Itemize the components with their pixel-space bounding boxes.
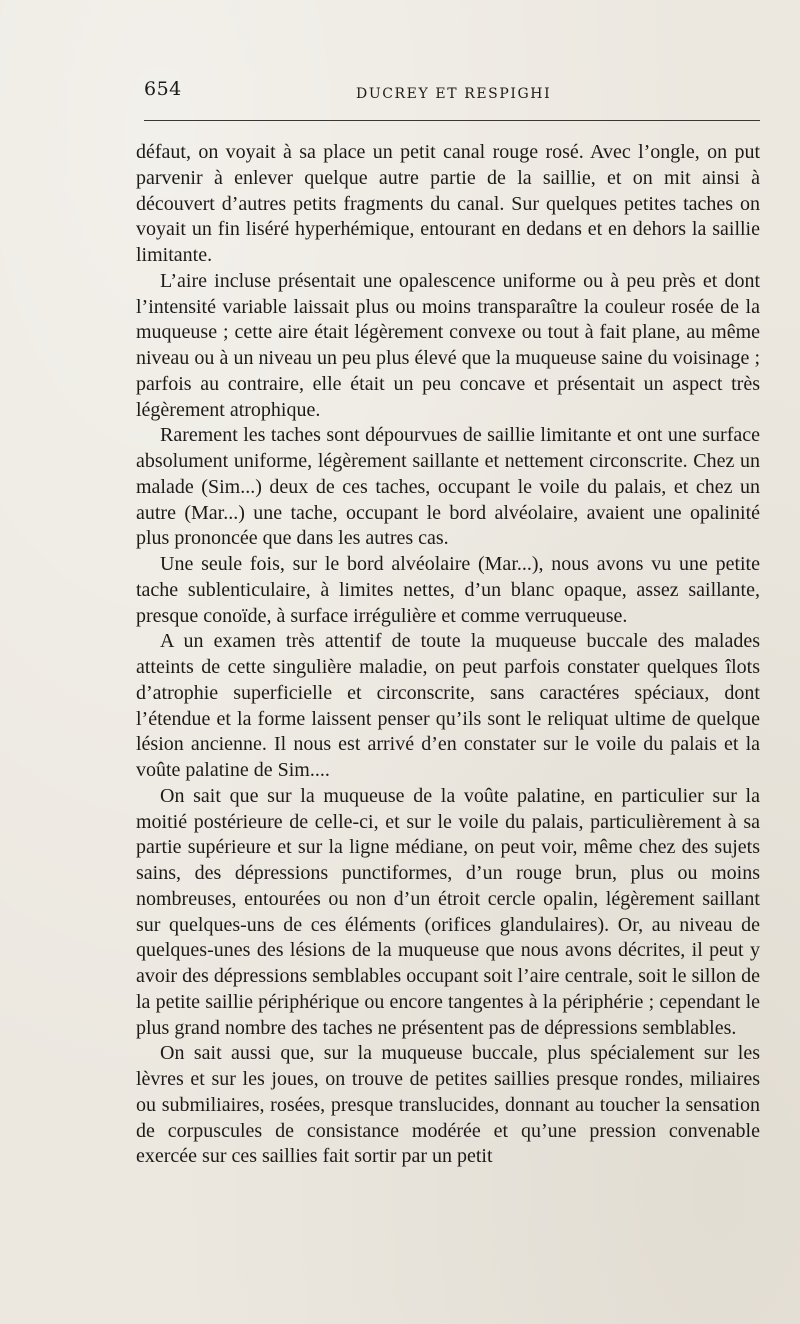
paragraph: défaut, on voyait à sa place un petit canal rouge rosé. Avec l’ongle, on put parvenir à enlever quelque autre partie de la saillie, et on mit ainsi à découvert d’autres petits fragments du canal. Sur quelques petites taches on voyait un fin liséré hyperhémique, entourant en dedans et en dehors la saillie limitante. [136,141,760,266]
page-header [144,78,760,110]
paragraph: A un examen très attentif de toute la muqueuse buccale des malades atteints de cette singulière maladie, on peut parfois constater quelques îlots d’atrophie superficielle et circonscrite, sans caractéres spéciaux, dont l’étendue et la forme laissent penser qu’ils sont le reliquat ultime de quelque lésion ancienne. Il nous est arrivé d’en constater sur le voile du palais et la voûte palatine de Sim.... [136,630,760,781]
paragraph: Rarement les taches sont dépourvues de saillie limitante et ont une surface absolument uniforme, légèrement saillante et nettement circonscrite. Chez un malade (Sim...) deux de ces taches, occupant le voile du palais, et chez un autre (Mar...) une tache, occupant le bord alvéolaire, avaient une opalinité plus prononcée que dans les autres cas. [136,424,760,550]
body-text [136,140,760,1170]
paragraph: On sait que sur la muqueuse de la voûte palatine, en particulier sur la moitié postérieure de celle-ci, et sur le voile du palais, particulièrement à sa partie supérieure et sur la ligne médiane, on peut voir, même chez des sujets sains, des dépressions punctiformes, d’un rouge brun, plus ou moins nombreuses, entourées ou non d’un étroit cercle opalin, légèrement saillant sur quelques-uns de ces éléments (orifices glandulaires). Or, au niveau de quelques-unes des lésions de la muqueuse que nous avons décrites, il peut y avoir des dépressions semblables occupant soit l’aire centrale, soit le sillon de la petite saillie périphérique ou encore tangentes à la périphérie ; cependant le plus grand nombre des taches ne présentent pas de dépressions semblables. [136,784,760,1039]
paragraph: Une seule fois, sur le bord alvéolaire (Mar...), nous avons vu une petite tache sublenticulaire, à limites nettes, d’un blanc opaque, assez saillante, presque conoïde, à surface irrégulière et comme verruqueuse. [136,553,760,627]
running-title: DUCREY ET RESPIGHI [356,86,552,102]
page-number: 654 [144,78,182,100]
header-rule [144,120,760,121]
paragraph: On sait aussi que, sur la muqueuse buccale, plus spécialement sur les lèvres et sur les joues, on trouve de petites saillies presque rondes, miliaires ou submiliaires, rosées, presque translucides, donnant au toucher la sensation de corpuscules de consistance modérée et qu’une pression convenable exercée sur ces saillies fait sortir par un petit [136,1042,760,1168]
paragraph: L’aire incluse présentait une opalescence uniforme ou à peu près et dont l’intensité variable laissait plus ou moins transparaître la couleur rosée de la muqueuse ; cette aire était légèrement convexe ou tout à fait plane, au même niveau ou à un niveau un peu plus élevé que la muqueuse saine du voisinage ; parfois au contraire, elle était un peu concave et présentait un aspect très légèrement atrophique. [136,269,760,421]
